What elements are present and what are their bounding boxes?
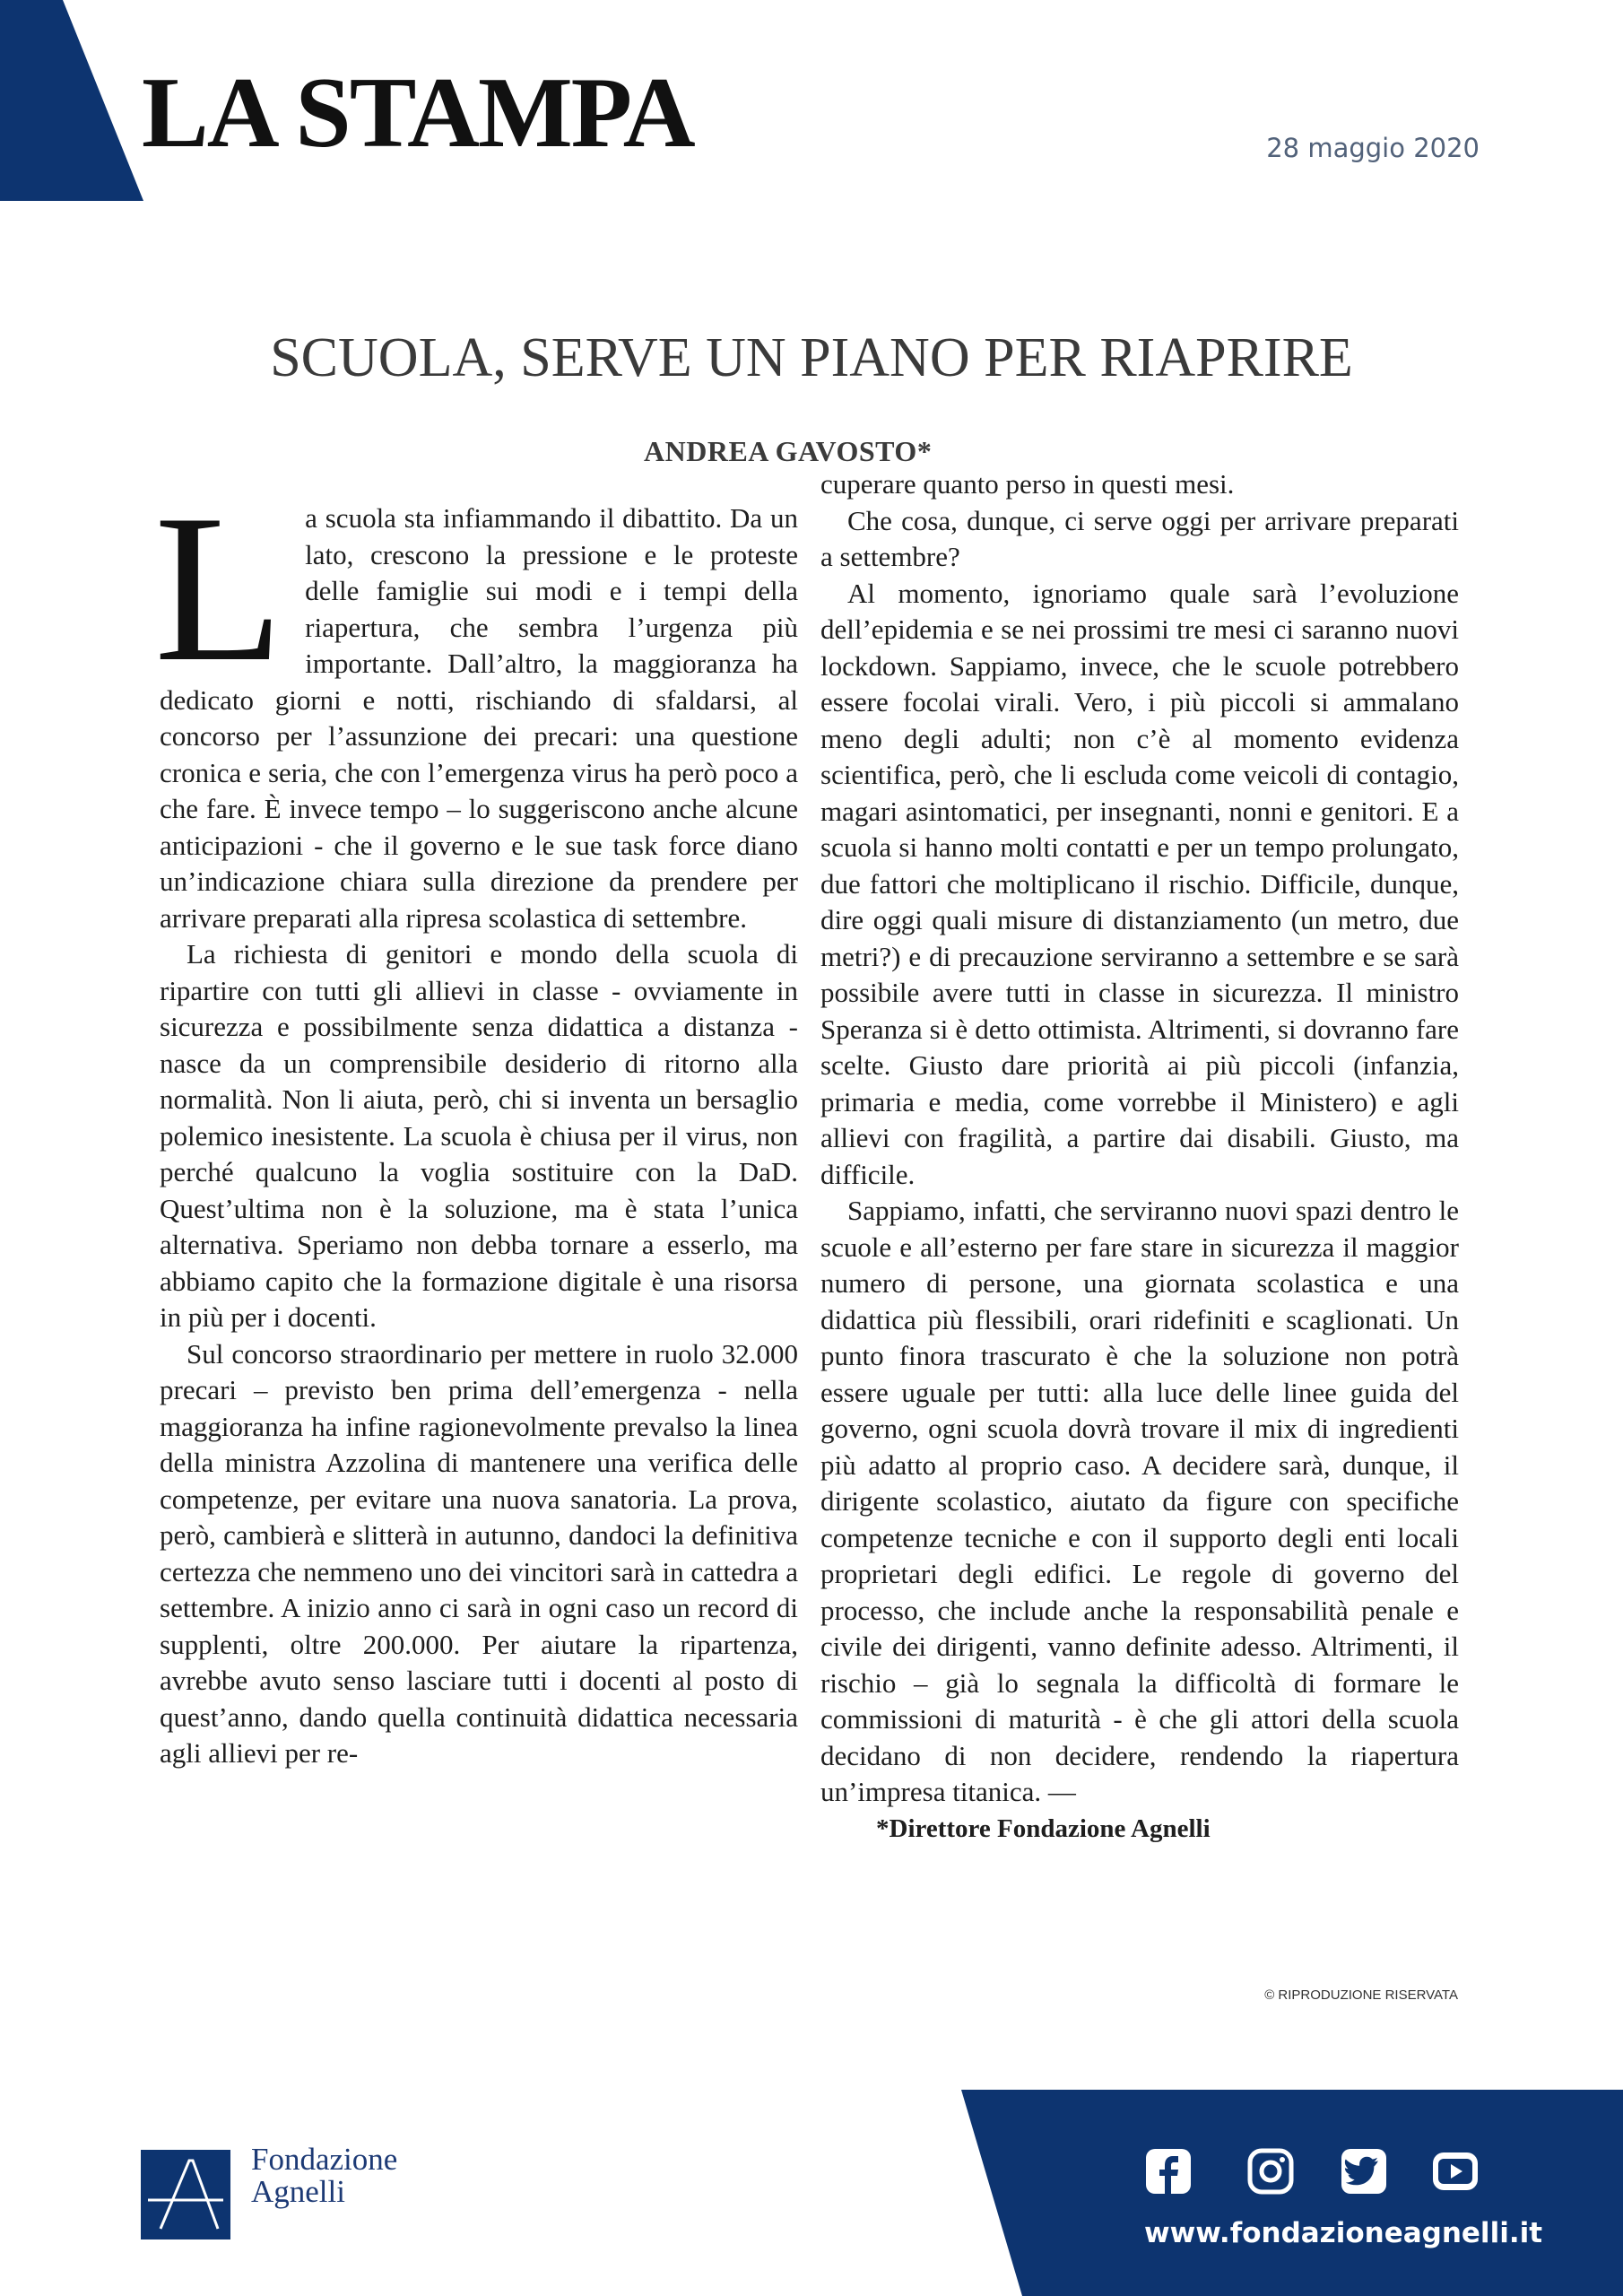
facebook-icon[interactable] (1144, 2147, 1193, 2196)
paragraph: Al momento, ignoriamo quale sarà l’evoluzione dell’epidemia e se nei prossimi tre mesi ci saranno nuovi lockdown. Sappiamo, invece, che le scuole potrebbero essere focolai virali. Vero, i più piccoli si ammalano meno degli adulti; non c’è al momento evidenza scientifica, però, che li escluda come veicoli di contagio, magari asintomatici, per insegnanti, nonni e genitori. E a scuola si hanno molti contatti e per un tempo prolungato, due fattori che moltiplicano il rischio. Difficile, dunque, dire oggi quali misure di distanziamento (un metro, due metri?) e di precauzione serviranno a settembre e se sarà possibile avere tutti in classe in sicurezza. Il ministro Speranza si è detto ottimista. Altrimenti, si dovranno fare scelte. Giusto dare priorità ai più piccoli (infanzia, primaria e media, come vorrebbe il Ministero) e agli allievi con fragilità, a partire dai disabili. Giusto, ma difficile. (820, 577, 1459, 1190)
paragraph: Sul concorso straordinario per mettere in ruolo 32.000 precari – previsto ben prima dell’emergenza - nella maggioranza ha infine ragionevolmente prevalso la linea della ministra Azzolina di mantenere una verifica delle competenze, per evitare una nuova sanatoria. La prova, però, cambierà e slitterà in autunno, dandoci la definitiva certezza che nemmeno uno dei vincitori sarà in cattedra a settembre. A inizio anno ci sarà in ogni caso un record di supplenti, oltre 200.000. Per aiutare la ripartenza, avrebbe avuto senso lasciare tutti i docenti al posto di quest’anno, dando quella continuità didattica necessaria agli allievi per re- (160, 1337, 798, 1769)
youtube-icon[interactable] (1431, 2147, 1480, 2196)
rights-notice: © RIPRODUZIONE RISERVATA (1264, 1987, 1458, 2003)
paragraph: La richiesta di genitori e mondo della scuola di ripartire con tutti gli allievi in classe - ovviamente in sicurezza e possibilmente senza didattica a distanza - nasce da un comprensibile desiderio di ritorno alla normalità. Non li aiuta, però, chi si inventa un bersaglio polemico inesistente. La scuola è chiusa per il virus, non perché qualcuno la voglia sostituire con la DaD. Quest’ultima non è la soluzione, ma è stata l’unica alternativa. Speriamo non debba tornare a esserlo, ma abbiamo capito che la formazione digitale è una risorsa in più per i docenti. (160, 938, 798, 1333)
publication-date: 28 maggio 2020 (1266, 133, 1480, 163)
masthead-corner-shape (0, 0, 143, 201)
website-link[interactable]: www.fondazioneagnelli.it (1144, 2217, 1543, 2249)
article-headline: SCUOLA, SERVE UN PIANO PER RIAPRIRE (270, 327, 1353, 388)
foundation-name: Fondazione Agnelli (251, 2142, 398, 2209)
article-column-left (154, 472, 798, 1772)
twitter-icon[interactable] (1340, 2147, 1388, 2196)
paragraph: Sappiamo, infatti, che serviranno nuovi spazi dentro le scuole e all’esterno per fare stare in sicurezza il maggior numero di persone, una giornata scolastica e una didattica più flessibili, orari ridefiniti e scaglionati. Un punto finora trascurato è che la soluzione non potrà essere uguale per tutti: alla luce delle linee guida del governo, ogni scuola dovrà trovare il mix di ingredienti più adatto al proprio caso. A decidere sarà, dunque, il dirigente scolastico, aiutato da figure con specifiche competenze tecniche e con il supporto degli enti locali proprietari degli edifici. Le regole di governo del processo, che include anche la responsabilità penale e civile dei dirigenti, vanno definite adesso. Altrimenti, il rischio – già lo segnala la difficoltà di formare le commissioni di maturità - è che gli attori della scuola decidano di non decidere, rendendo la riapertura un’impresa titanica. — (820, 1195, 1459, 1807)
author-signature: *Direttore Fondazione Agnelli (876, 1813, 1211, 1843)
article-column-right (820, 466, 1459, 1847)
article-byline: ANDREA GAVOSTO* (644, 435, 933, 467)
instagram-icon[interactable] (1246, 2147, 1295, 2196)
fondazione-agnelli-logo-icon (141, 2150, 230, 2239)
paragraph: cuperare quanto perso in questi mesi. (820, 468, 1235, 500)
masthead-title: LA STAMPA (142, 57, 694, 169)
paragraph: Che cosa, dunque, ci serve oggi per arrivare preparati a settembre? (820, 504, 1459, 572)
paragraph: La scuola sta infiammando il dibattito. Da un lato, crescono la pressione e le proteste delle famiglie sui modi e i tempi della riapertura, che sembra l’urgenza più importante. Dall’altro, la maggioranza ha dedicato giorni e notti, rischiando di sfaldarsi, al concorso per l’assunzione dei precari: una questione cronica e seria, che con l’emergenza virus ha però poco a che fare. È invece tempo – lo suggeriscono anche alcune anticipazioni - che il governo e le sue task force diano un’indicazione chiara sulla direzione da prendere per arrivare preparati alla ripresa scolastica di settembre. (154, 472, 798, 934)
drop-cap: L (154, 472, 284, 706)
